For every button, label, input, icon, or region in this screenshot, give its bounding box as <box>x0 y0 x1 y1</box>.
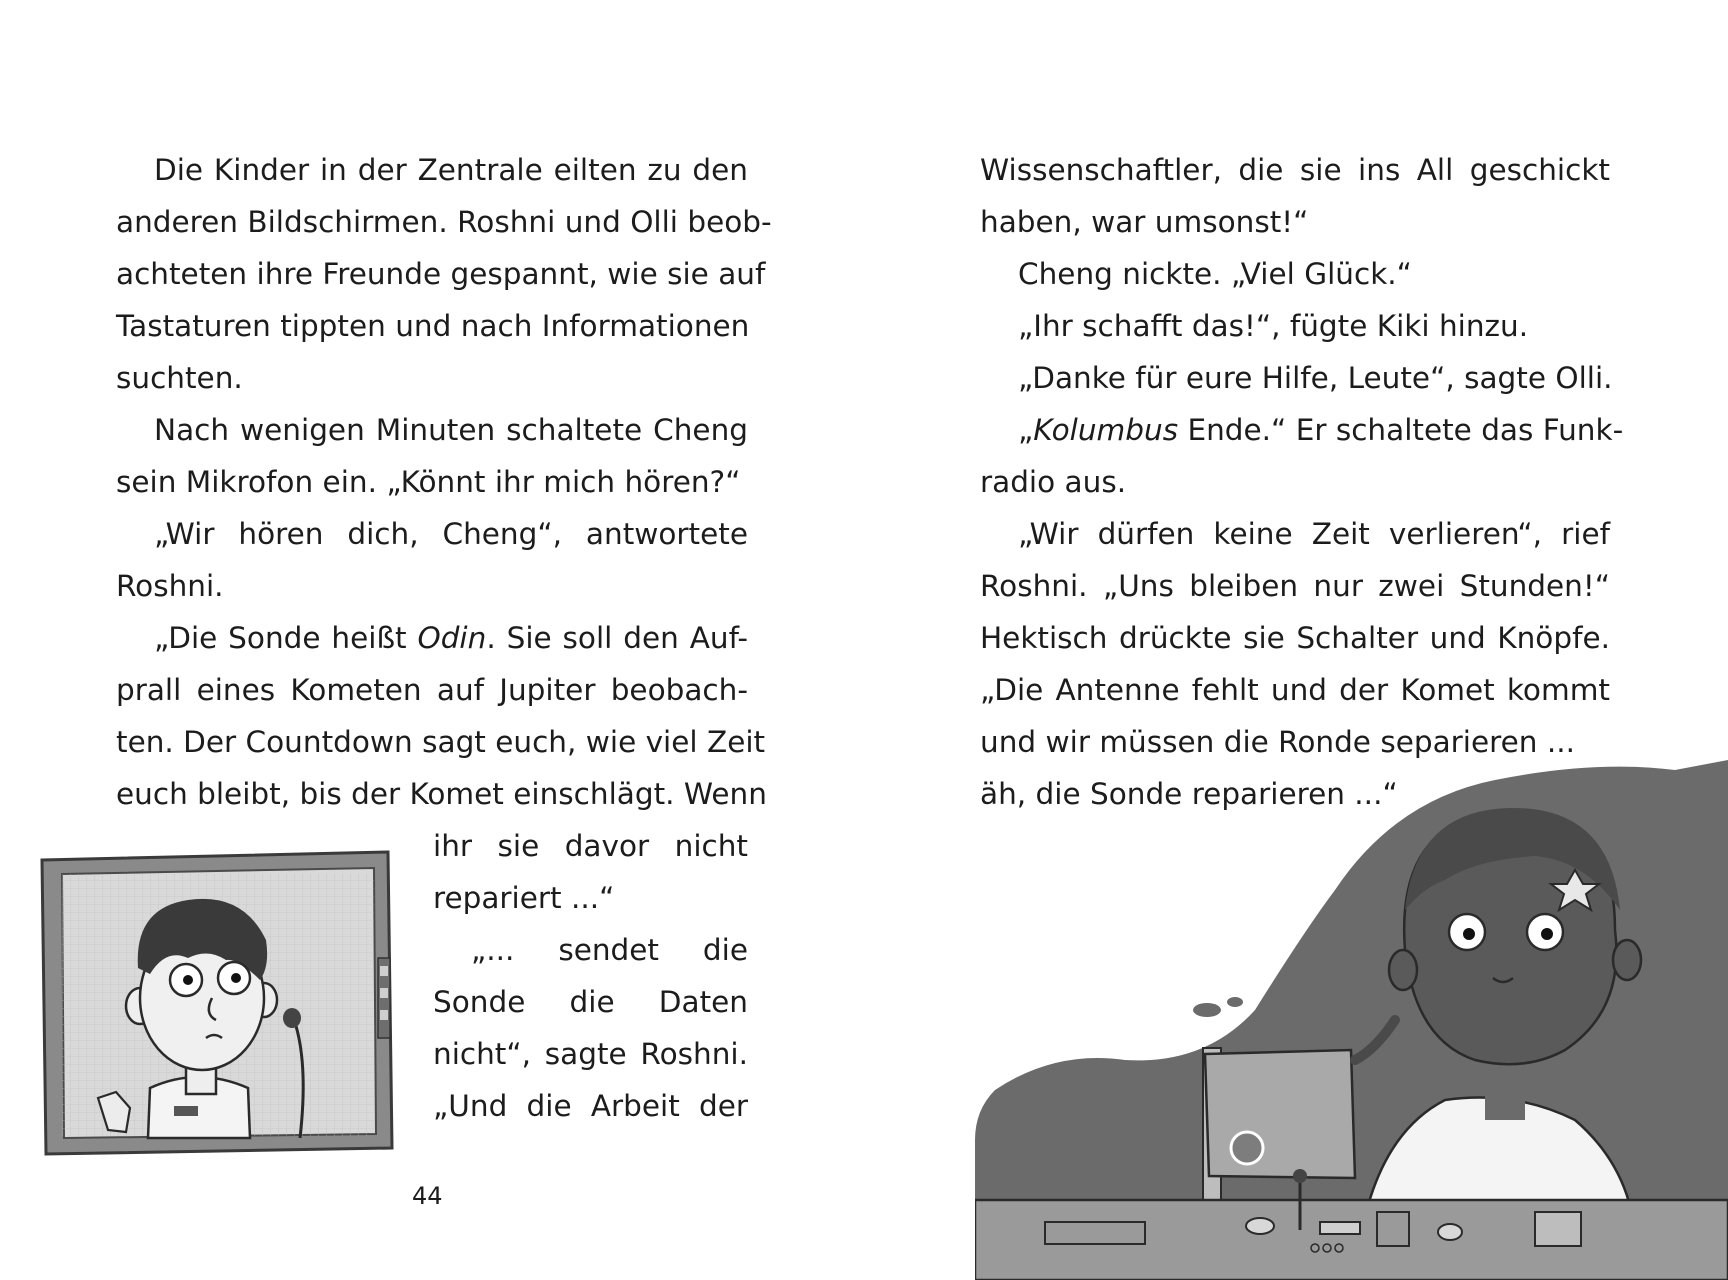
text-line: anderen Bildschirmen. Roshni und Olli beob- <box>116 205 772 239</box>
left-text-column <box>116 144 772 820</box>
text-line <box>116 612 748 664</box>
text-line: äh, die Sonde reparieren ...“ <box>980 777 1398 811</box>
paragraph <box>116 404 748 508</box>
text-line: „Ihr schafft das!“, fügte Kiki hinzu. <box>1018 309 1529 343</box>
text-line: radio aus. <box>980 465 1127 499</box>
text-line: prall eines Kometen auf Jupiter beobach- <box>116 673 748 707</box>
monitor-illustration <box>38 848 400 1160</box>
text-line: Wissenschaftler, die sie ins All geschickt <box>980 153 1610 187</box>
text-run: Ende.“ Er schaltete das Funk- <box>1178 413 1624 447</box>
text-line: Die Kinder in der Zentrale eilten zu den <box>154 153 748 187</box>
text-line: und wir müssen die Ronde separieren ... <box>980 725 1575 759</box>
italic-name: Odin <box>417 621 487 655</box>
paragraph <box>116 508 748 612</box>
text-line: „Wir hören dich, Cheng“, antwortete <box>154 517 748 551</box>
paragraph <box>980 352 1613 404</box>
text-line: Sonde die Daten <box>433 985 748 1019</box>
text-line: nicht“, sagte Roshni. <box>433 1037 748 1071</box>
page-number: 44 <box>412 1182 443 1210</box>
girl-at-console-illustration <box>975 760 1728 1280</box>
text-line: haben, war umsonst!“ <box>980 205 1309 239</box>
text-run: . Sie soll den Auf- <box>486 621 748 655</box>
paragraph <box>980 144 1610 248</box>
text-line: ihr sie davor nicht <box>433 829 748 863</box>
text-line: Cheng nickte. „Viel Glück.“ <box>1018 257 1412 291</box>
text-line: Tastaturen tippten und nach Informationen <box>116 309 750 343</box>
left-narrow-text <box>433 820 748 1132</box>
text-line: Roshni. „Uns bleiben nur zwei Stunden!“ <box>980 569 1610 603</box>
paragraph <box>980 248 1610 300</box>
text-line: „Die Antenne fehlt und der Komet kommt <box>980 673 1610 707</box>
text-line: „Und die Arbeit der <box>433 1089 748 1123</box>
text-line: „Wir dürfen keine Zeit verlieren“, rief <box>1018 517 1610 551</box>
text-line: Nach wenigen Minuten schaltete Cheng <box>154 413 748 447</box>
text-line: ten. Der Countdown sagt euch, wie viel Zeit <box>116 725 766 759</box>
italic-name: Kolumbus <box>1033 413 1179 447</box>
text-line: Hektisch drückte sie Schalter und Knöpfe. <box>980 621 1610 655</box>
text-run: „Die Sonde heißt <box>154 621 418 655</box>
right-text-column <box>980 144 1624 820</box>
text-line: repariert ...“ <box>433 881 615 915</box>
text-run: „ <box>1018 413 1034 447</box>
text-line: Roshni. <box>116 569 224 603</box>
text-line: „Danke für eure Hilfe, Leute“, sagte Olli. <box>1018 361 1613 395</box>
paragraph <box>116 612 767 820</box>
text-line <box>980 404 1624 456</box>
text-line: suchten. <box>116 361 243 395</box>
paragraph <box>116 144 772 404</box>
paragraph <box>980 300 1610 352</box>
paragraph <box>980 404 1624 508</box>
text-line: sein Mikrofon ein. „Könnt ihr mich hören?“ <box>116 465 741 499</box>
text-line: euch bleibt, bis der Komet einschlägt. Wenn <box>116 777 767 811</box>
text-line: „... sendet die <box>471 933 748 967</box>
text-line: achteten ihre Freunde gespannt, wie sie auf <box>116 257 766 291</box>
